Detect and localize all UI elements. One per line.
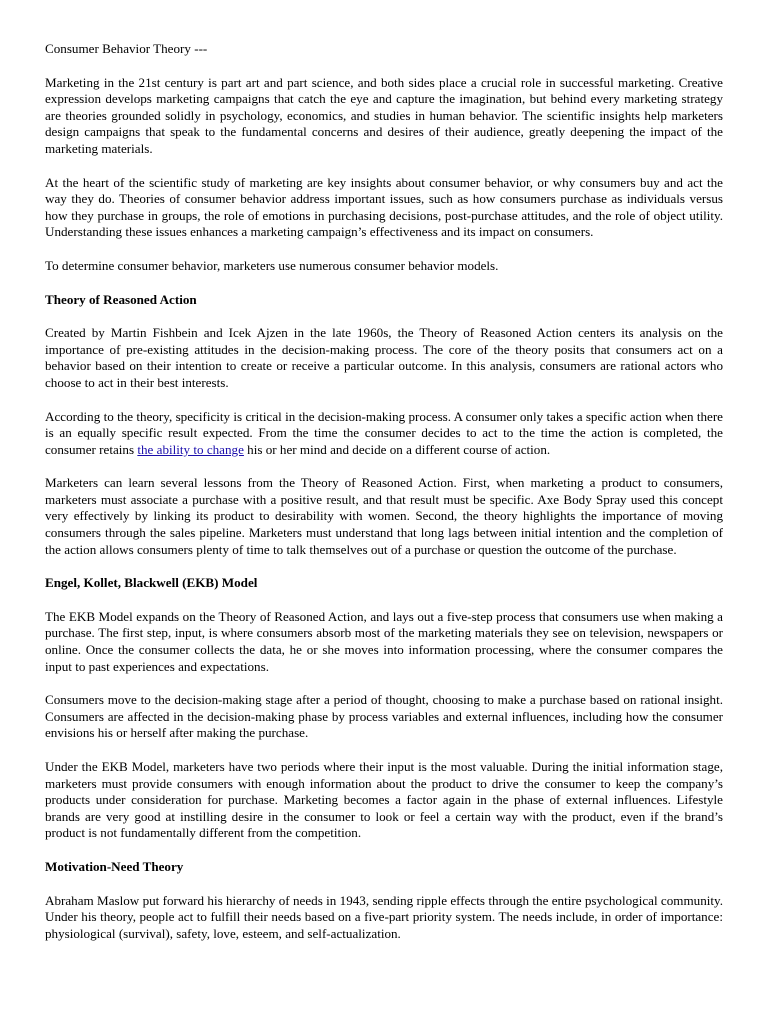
ability-to-change-link[interactable]: the ability to change <box>137 441 244 457</box>
ekb-paragraph-3: Under the EKB Model, marketers have two periods where their input is the most valuable. During the initial information stage, marketers must provide consumers with enough information about the product to drive the consumer to keep the company’s products under consideration for purchase. Marketing becomes a factor again in the phase of external influences. Lifestyle brands are very good at instilling desire in the consumer to look or feel a certain way with the product, even if the brand’s product is not fundamentally different from the competition. <box>45 759 723 841</box>
intro-paragraph-3: To determine consumer behavior, marketers use numerous consumer behavior models. <box>45 257 499 273</box>
intro-paragraph-1: Marketing in the 21st century is part art and part science, and both sides place a crucial role in successful marketing. Creative expression develops marketing campaigns that catch the eye and capture the imagination, but behind every marketing strategy are theories grounded solidly in psychology, economics, and studies in human behavior. The scientific insights help marketers design campaigns that speak to the fundamental concerns and desires of their audience, greatly deepening the impact of the marketing materials. <box>45 74 723 156</box>
ekb-paragraph-1: The EKB Model expands on the Theory of Reasoned Action, and lays out a five-step process that consumers use when making a purchase. The first step, input, is where consumers absorb most of the marketing materials they see on television, newspapers or online. Once the consumer collects the data, he or she moves into information processing, where the consumer compares the input to past experiences and expectations. <box>45 608 723 674</box>
reasoned-action-p2-text-before: According to the theory, specificity is critical in the decision-making process. A consumer only takes a specific action when there is an equally specific result expected. From the time the consumer decides to act to the time the action is completed, the consumer retains <box>45 408 723 457</box>
motivation-need-paragraph-1: Abraham Maslow put forward his hierarchy of needs in 1943, sending ripple effects through the entire psychological community. Under his theory, people act to fulfill their needs based on a five-part priority system. The needs include, in order of importance: physiological (survival), safety, love, esteem, and self-actualization. <box>45 892 723 941</box>
reasoned-action-p2-text-after: his or her mind and decide on a different course of action. <box>243 441 551 457</box>
document-title: Consumer Behavior Theory --- <box>45 41 208 56</box>
section-heading-motivation-need: Motivation-Need Theory <box>45 858 184 874</box>
reasoned-action-paragraph-2 <box>45 409 723 459</box>
ekb-paragraph-2: Consumers move to the decision-making stage after a period of thought, choosing to make a purchase based on rational insight. Consumers are affected in the decision-making phase by process variables and external influences, including how the consumer envisions his or herself after making the purchase. <box>45 692 723 741</box>
reasoned-action-paragraph-1: Created by Martin Fishbein and Icek Ajzen in the late 1960s, the Theory of Reasoned Action centers its analysis on the importance of pre-existing attitudes in the decision-making process. The core of the theory posits that consumers act on a behavior based on their intention to create or receive a particular outcome. In this analysis, consumers are rational actors who choose to act in their best interests. <box>45 325 723 390</box>
section-heading-reasoned-action: Theory of Reasoned Action <box>45 291 197 307</box>
intro-paragraph-2: At the heart of the scientific study of marketing are key insights about consumer behavior, or why consumers buy and act the way they do. Theories of consumer behavior address important issues, such as how consumers purchase as individuals versus how they purchase in groups, the role of emotions in purchasing decisions, post-purchase attitudes, and the role of object utility. Understanding these issues enhances a marketing campaign’s effectiveness and its impact on consumers. <box>45 174 723 240</box>
document-page <box>45 41 723 942</box>
section-heading-ekb-model: Engel, Kollet, Blackwell (EKB) Model <box>45 575 258 591</box>
reasoned-action-paragraph-3: Marketers can learn several lessons from the Theory of Reasoned Action. First, when marketing a product to consumers, marketers must associate a purchase with a positive result, and that result must be specific. Axe Body Spray used this concept very effectively by linking its product to desirability with women. Second, the theory highlights the importance of moving consumers through the sales pipeline. Marketers must understand that long lags between initial intention and the completion of the action allows consumers plenty of time to talk themselves out of a purchase or question the outcome of the purchase. <box>45 475 723 557</box>
